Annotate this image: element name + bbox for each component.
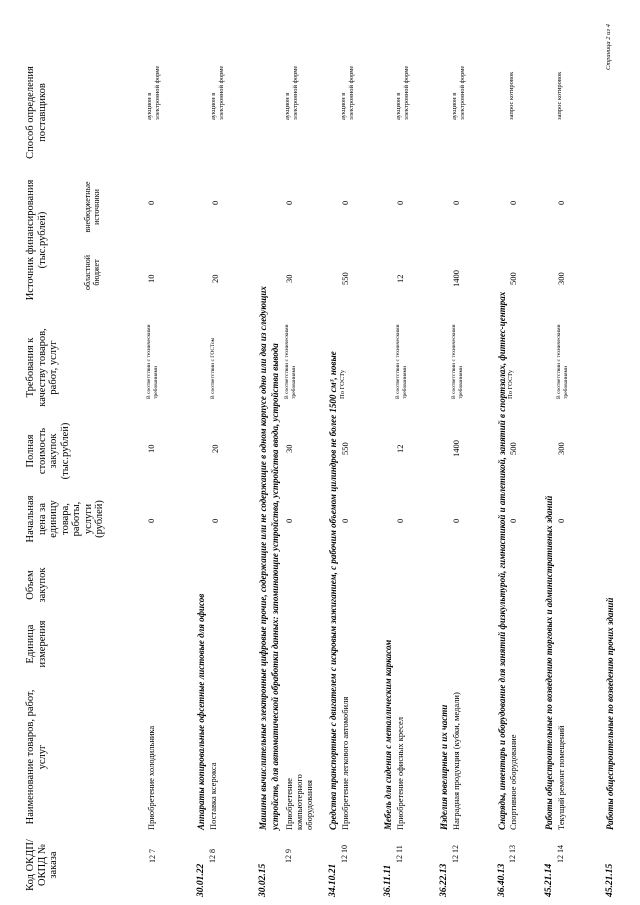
row-regional: 300: [556, 272, 566, 285]
row-total: 12: [395, 444, 405, 453]
row-number: 12 7: [148, 849, 157, 863]
row-method: аукцион в электронной форме: [451, 65, 466, 120]
row-total: 1400: [451, 440, 461, 457]
category-title: Машины вычислительные электронные цифровые прочие, содержащие или не содержащие в одном корпусе одно или два из следующих: [258, 286, 268, 830]
row-name: Спортивное оборудование: [508, 734, 518, 830]
row-price: 0: [340, 518, 350, 523]
header-fin-extra: внебюджетные источники: [83, 181, 101, 233]
header-req: Требования к качеству товаров, работ, услуг: [25, 328, 59, 407]
row-extra: 0: [146, 200, 156, 205]
header-name: Наименование товаров, работ, услуг: [25, 689, 48, 825]
row-regional: 1400: [451, 270, 461, 287]
header-code: Код ОКДП/ ОКПД № заказа: [25, 839, 59, 891]
row-total: 30: [284, 444, 294, 453]
row-total: 20: [210, 444, 220, 453]
row-name: Поставка ксерокса: [208, 762, 218, 830]
category-code: 36.22.13: [439, 863, 449, 897]
row-number: 12 10: [340, 845, 349, 863]
row-regional: 500: [508, 272, 518, 285]
row-req: В соответствии с техническими требованиями: [395, 324, 408, 399]
row-extra: 0: [508, 200, 518, 205]
row-extra: 0: [284, 200, 294, 205]
row-total: 550: [340, 442, 350, 455]
row-regional: 12: [395, 274, 405, 283]
row-extra: 0: [210, 200, 220, 205]
row-name: Наградная продукция (кубки, медали): [451, 692, 461, 830]
category-title: Работы общестроительные по возведению торговых и административных зданий: [544, 495, 554, 830]
row-name: Текущий ремонт помещений: [556, 725, 566, 830]
row-number: 12 8: [208, 849, 217, 863]
row-method: аукцион в электронной форме: [210, 65, 225, 120]
row-method: аукцион в электронной форме: [284, 65, 299, 120]
row-regional: 550: [340, 272, 350, 285]
header-unit: Единица измерения: [25, 620, 48, 668]
category-title: Аппараты копировальные офсетные листовые для офисов: [196, 593, 206, 830]
row-req: В соответствии с техническими требованиями: [146, 324, 159, 399]
row-price: 0: [508, 518, 518, 523]
row-total: 500: [508, 442, 518, 455]
row-number: 12 12: [451, 845, 460, 863]
category-code: 45.21.15: [605, 863, 615, 897]
row-total: 300: [556, 442, 566, 455]
row-extra: 0: [340, 200, 350, 205]
header-fin-regional: областной бюджет: [83, 254, 101, 291]
category-code: 30.02.15: [258, 863, 268, 897]
row-method: аукцион в электронной форме: [146, 65, 161, 120]
category-code: 36.40.13: [497, 863, 507, 897]
row-req: В соответствии с техническими требованиями: [451, 324, 464, 399]
row-req: По ГОСТу: [339, 369, 346, 399]
row-req: По ГОСТу: [507, 369, 514, 399]
row-number: 12 11: [395, 845, 404, 863]
row-regional: 20: [210, 274, 220, 283]
row-req: В соответствии с техническими требованиями: [284, 324, 297, 399]
row-name: Приобретение компьютерного оборудования: [284, 774, 314, 830]
category-title: Снаряды, инвентарь и оборудование для занятий физкультурой, гимнастикой и атлетикой, занятий в спортзалах, фитнес-центрах: [497, 291, 507, 830]
page-number: Страница 2 из 4: [605, 24, 612, 70]
category-title-continued: устройств, для автоматической обработки данных: запоминающие устройства, устройства ввода, устройства вывода: [270, 343, 280, 830]
row-price: 0: [210, 518, 220, 523]
row-name: Приобретение холодильника: [146, 725, 156, 830]
row-total: 10: [146, 444, 156, 453]
row-method: запрос котировок: [556, 71, 563, 120]
row-price: 0: [556, 518, 566, 523]
row-method: аукцион в электронной форме: [395, 65, 410, 120]
row-number: 12 13: [508, 845, 517, 863]
row-regional: 10: [146, 274, 156, 283]
category-code: 34.10.21: [328, 863, 338, 897]
header-total: Полная стоимость закупок (тыс.рублей): [25, 422, 71, 480]
row-number: 12 14: [556, 845, 565, 863]
row-extra: 0: [556, 200, 566, 205]
row-method: аукцион в электронной форме: [340, 65, 355, 120]
header-price: Начальная цена за единицу товара, работы, услуги (рублей): [25, 495, 105, 543]
category-code: 30.01.22: [196, 863, 206, 897]
header-method: Способ определения поставщиков: [25, 66, 48, 159]
category-title: Мебель для сидения с металлическим каркасом: [383, 639, 393, 830]
row-price: 0: [395, 518, 405, 523]
row-number: 12 9: [284, 849, 293, 863]
category-code: 36.11.11: [383, 864, 393, 897]
row-price: 0: [451, 518, 461, 523]
row-method: запрос котировок: [508, 71, 515, 120]
category-title: Изделия ювелирные и их части: [439, 704, 449, 830]
row-price: 0: [146, 518, 156, 523]
category-code: 45.21.14: [544, 863, 554, 897]
row-name: Приобретение легкового автомобиля: [340, 696, 350, 830]
row-req: В соответствии с ГОСТом: [210, 337, 216, 399]
header-fin: Источник финансирования (тыс.рублей): [25, 179, 48, 301]
category-title: Средства транспортные с двигателем с искровым зажиганием, с рабочим объемом цилиндров не более 1500 см³, новые: [328, 351, 338, 830]
category-title: Работы общестроительные по возведению прочих зданий: [605, 597, 615, 830]
row-regional: 30: [284, 274, 294, 283]
row-extra: 0: [451, 200, 461, 205]
row-price: 0: [284, 518, 294, 523]
header-volume: Объем закупок: [25, 567, 48, 603]
row-name: Приобретение офисных кресел: [395, 717, 405, 830]
row-extra: 0: [395, 200, 405, 205]
row-req: В соответствии с техническими требованиями: [556, 324, 569, 399]
